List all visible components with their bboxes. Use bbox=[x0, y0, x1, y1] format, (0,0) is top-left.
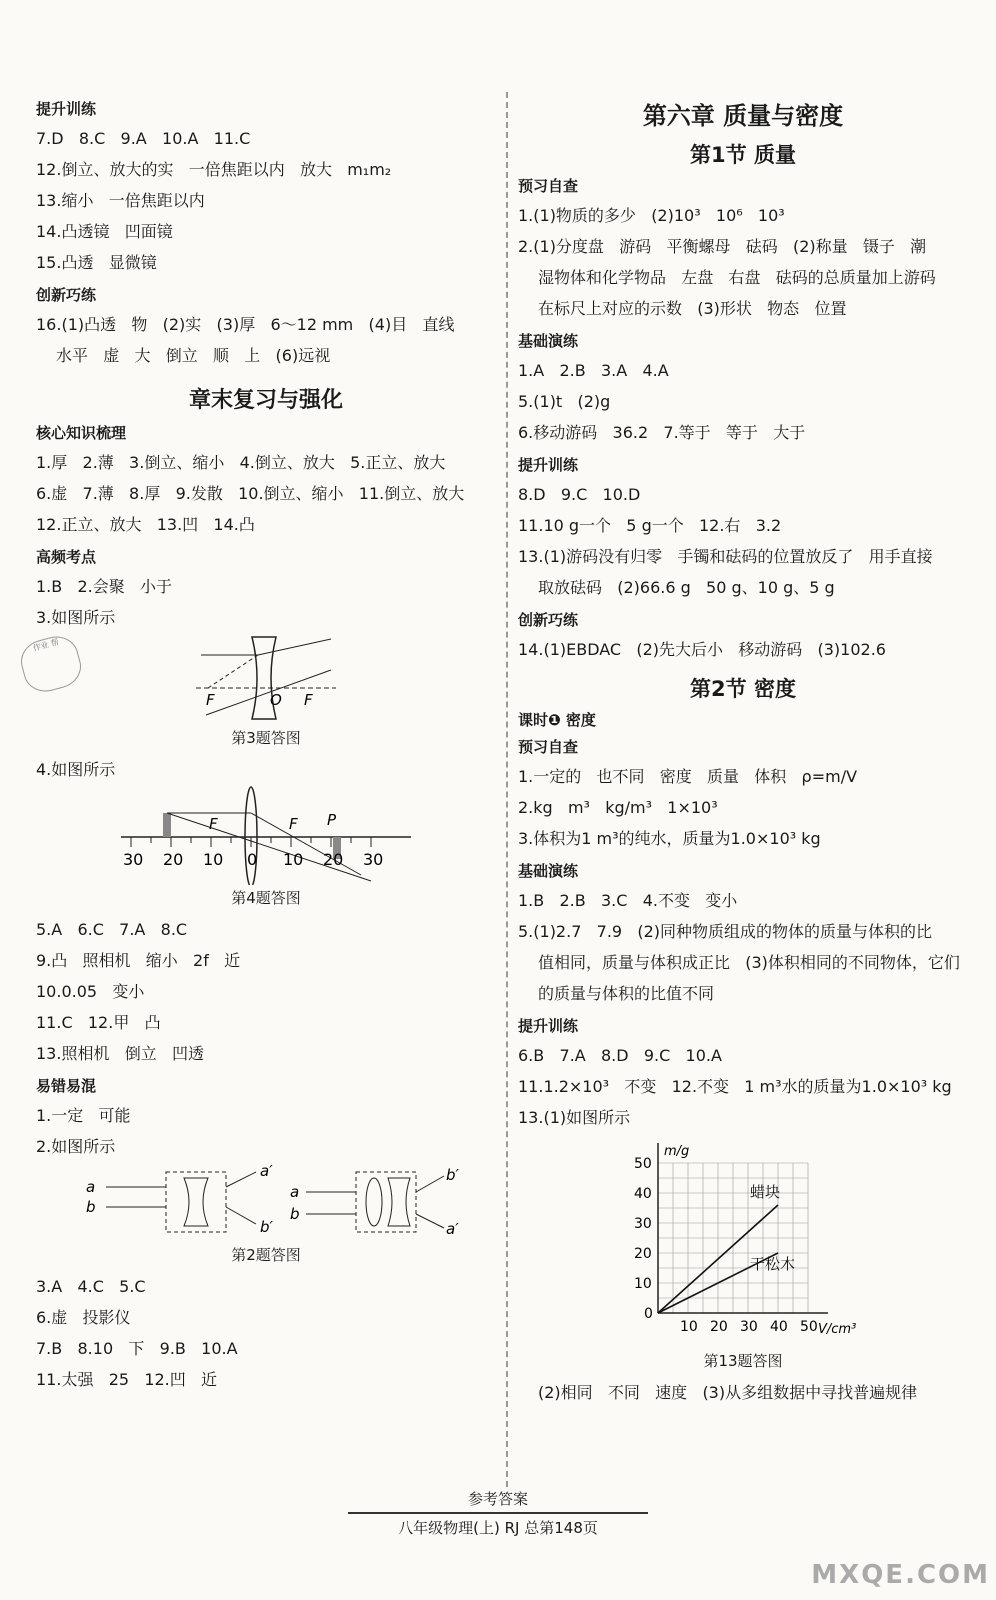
figure-caption: 第2题答图 bbox=[231, 1246, 301, 1264]
answer-line: 10.0.05 变小 bbox=[36, 982, 145, 1001]
right-column bbox=[518, 92, 968, 1408]
answer-line: 3.体积为1 m³的纯水，质量为1.0×10³ kg bbox=[518, 829, 821, 848]
lens-box bbox=[356, 1172, 416, 1232]
y-tick-label: 10 bbox=[634, 1276, 652, 1292]
answer-line: 6.虚 7.薄 8.厚 9.发散 10.倒立、缩小 11.倒立、放大 bbox=[36, 484, 465, 503]
answer-line: 的质量与体积的比值不同 bbox=[538, 984, 715, 1003]
section-heading: 提升训练 bbox=[36, 100, 97, 118]
answer-list bbox=[518, 479, 968, 603]
figure-caption: 第4题答图 bbox=[231, 889, 301, 907]
section-heading: 基础演练 bbox=[518, 862, 579, 880]
tick-label: 10 bbox=[283, 850, 304, 869]
answer-line: 5.(1)2.7 7.9 (2)同种物质组成的物体的质量与体积的比 bbox=[518, 922, 933, 941]
convex-lens bbox=[245, 787, 257, 885]
answer-list bbox=[518, 634, 968, 665]
column-divider bbox=[506, 92, 508, 1487]
section-heading: 提升训练 bbox=[518, 456, 579, 474]
ray-label: b′ bbox=[446, 1166, 459, 1184]
footer-rule bbox=[348, 1512, 648, 1514]
x-axis-label: V/cm³ bbox=[818, 1322, 857, 1337]
answer-line: 4.如图所示 bbox=[36, 760, 116, 779]
section-heading: 高频考点 bbox=[36, 548, 97, 566]
answer-line: 1.A 2.B 3.A 4.A bbox=[518, 361, 669, 380]
answer-list bbox=[36, 309, 496, 371]
section-heading: 预习自查 bbox=[518, 177, 579, 195]
answer-line: 8.D 9.C 10.D bbox=[518, 485, 641, 504]
y-tick-label: 20 bbox=[634, 1246, 652, 1262]
y-tick-label: 0 bbox=[644, 1306, 653, 1322]
answer-line: 6.移动游码 36.2 7.等于 等于 大于 bbox=[518, 423, 806, 442]
ray-line bbox=[258, 639, 331, 655]
focus-label: F bbox=[289, 815, 298, 833]
answer-line: 12.正立、放大 13.凹 14.凸 bbox=[36, 515, 255, 534]
answer-line: 14.(1)EBDAC (2)先大后小 移动游码 (3)102.6 bbox=[518, 640, 886, 659]
answer-line: 16.(1)凸透 物 (2)实 (3)厚 6～12 mm (4)目 直线 bbox=[36, 315, 455, 334]
answer-line: 2.如图所示 bbox=[36, 1137, 116, 1156]
answer-line: 1.(1)物质的多少 (2)10³ 10⁶ 10³ bbox=[518, 206, 785, 225]
section-heading: 基础演练 bbox=[518, 332, 579, 350]
ray-label: b bbox=[290, 1205, 300, 1223]
figure-4-convex-lens-ruler bbox=[111, 785, 421, 885]
ray-label: a′ bbox=[446, 1220, 459, 1238]
y-tick-label: 50 bbox=[634, 1156, 652, 1172]
tick-label: 20 bbox=[323, 850, 344, 869]
answer-line: 9.凸 照相机 缩小 2f 近 bbox=[36, 951, 241, 970]
answer-line: 13.照相机 倒立 凹透 bbox=[36, 1044, 204, 1063]
answer-line: 13.(1)如图所示 bbox=[518, 1108, 631, 1127]
ray-extension bbox=[208, 655, 258, 688]
answer-line: 12.倒立、放大的实 一倍焦距以内 放大 m₁m₂ bbox=[36, 160, 392, 179]
x-tick-label: 40 bbox=[770, 1319, 788, 1335]
ray-line bbox=[226, 1207, 256, 1224]
answer-line: 11.10 g一个 5 g一个 12.右 3.2 bbox=[518, 516, 782, 535]
series-label: 干松木 bbox=[750, 1255, 796, 1273]
answer-line: 14.凸透镜 凹面镜 bbox=[36, 222, 173, 241]
answer-line: 7.B 8.10 下 9.B 10.A bbox=[36, 1339, 238, 1358]
section-heading: 创新巧练 bbox=[36, 286, 97, 304]
answer-line: 7.D 8.C 9.A 10.A 11.C bbox=[36, 129, 251, 148]
convex-lens bbox=[366, 1178, 382, 1226]
concave-lens bbox=[388, 1178, 410, 1226]
y-axis-label: m/g bbox=[664, 1144, 690, 1159]
answer-list bbox=[518, 1040, 968, 1133]
ray-line bbox=[226, 1172, 256, 1187]
lesson-heading: 课时❶ 密度 bbox=[518, 711, 596, 729]
page-footer bbox=[0, 1488, 996, 1538]
ray-line bbox=[416, 1214, 444, 1228]
review-title: 章末复习与强化 bbox=[188, 388, 343, 413]
answer-line: 1.一定 可能 bbox=[36, 1106, 131, 1125]
answer-line: 湿物体和化学物品 左盘 右盘 砝码的总质量加上游码 bbox=[538, 268, 936, 287]
optical-center-label: O bbox=[270, 691, 282, 709]
footer-label: 参考答案 bbox=[467, 1490, 528, 1508]
answer-list bbox=[36, 1100, 496, 1162]
figure-caption: 第3题答图 bbox=[231, 729, 301, 747]
answer-list bbox=[36, 914, 496, 1069]
section-heading: 预习自查 bbox=[518, 738, 579, 756]
answer-line: 取放砝码 (2)66.6 g 50 g、10 g、5 g bbox=[538, 578, 835, 597]
answer-line: 11.1.2×10³ 不变 12.不变 1 m³水的质量为1.0×10³ kg bbox=[518, 1077, 952, 1096]
x-tick-label: 50 bbox=[800, 1319, 818, 1335]
ray-label: a bbox=[290, 1183, 300, 1201]
y-tick-label: 40 bbox=[634, 1186, 652, 1202]
x-tick-label: 30 bbox=[740, 1319, 758, 1335]
series-label: 蜡块 bbox=[750, 1183, 781, 1201]
stamp-text: 作业 帮 bbox=[31, 637, 60, 653]
x-tick-label: 20 bbox=[710, 1319, 728, 1335]
answer-line: 3.如图所示 bbox=[36, 608, 116, 627]
answer-list bbox=[518, 885, 968, 1009]
x-tick-label: 10 bbox=[680, 1319, 698, 1335]
chapter-title: 第六章 质量与密度 bbox=[642, 102, 844, 130]
ray-label: b bbox=[86, 1198, 96, 1216]
y-tick-label: 30 bbox=[634, 1216, 652, 1232]
answer-line: 1.B 2.B 3.C 4.不变 变小 bbox=[518, 891, 738, 910]
answer-list bbox=[36, 123, 496, 278]
answer-line: 6.虚 投影仪 bbox=[36, 1308, 131, 1327]
object-arrow bbox=[163, 813, 171, 837]
concave-lens bbox=[184, 1178, 208, 1226]
section-heading: 提升训练 bbox=[518, 1017, 579, 1035]
tick-label: 10 bbox=[203, 850, 224, 869]
ray-line bbox=[416, 1176, 444, 1192]
tick-label: 0 bbox=[247, 850, 258, 869]
answer-line: 13.(1)游码没有归零 手镯和砝码的位置放反了 用手直接 bbox=[518, 547, 933, 566]
answer-line: 11.太强 25 12.凹 近 bbox=[36, 1370, 218, 1389]
answer-line: 6.B 7.A 8.D 9.C 10.A bbox=[518, 1046, 722, 1065]
answer-line: (2)相同 不同 速度 (3)从多组数据中寻找普遍规律 bbox=[538, 1383, 918, 1402]
left-column bbox=[36, 92, 496, 1395]
figure-2-lens-boxes bbox=[66, 1162, 466, 1242]
section-heading: 创新巧练 bbox=[518, 611, 579, 629]
focus-label: F bbox=[304, 691, 313, 709]
answer-line: 13.缩小 一倍焦距以内 bbox=[36, 191, 205, 210]
answer-line: 15.凸透 显微镜 bbox=[36, 253, 157, 272]
answer-list bbox=[36, 1271, 496, 1395]
point-label: P bbox=[327, 811, 337, 829]
answer-list bbox=[36, 447, 496, 540]
answer-line: 水平 虚 大 倒立 顺 上 (6)远视 bbox=[56, 346, 331, 365]
answer-line: 5.(1)t (2)g bbox=[518, 392, 611, 411]
section-heading: 易错易混 bbox=[36, 1077, 97, 1095]
answer-line: 1.厚 2.薄 3.倒立、缩小 4.倒立、放大 5.正立、放大 bbox=[36, 453, 446, 472]
answer-line: 2.(1)分度盘 游码 平衡螺母 砝码 (2)称量 镊子 潮 bbox=[518, 237, 927, 256]
section-title: 第1节 质量 bbox=[690, 143, 796, 167]
answer-list bbox=[36, 571, 496, 633]
answer-list bbox=[518, 761, 968, 854]
footer-info: 八年级物理(上) RJ 总第148页 bbox=[398, 1519, 598, 1537]
figure-3-concave-lens bbox=[186, 633, 346, 725]
section-heading: 核心知识梳理 bbox=[36, 424, 127, 442]
tick-label: 20 bbox=[163, 850, 184, 869]
lens-box bbox=[166, 1172, 226, 1232]
tick-label: 30 bbox=[123, 850, 144, 869]
watermark: MXQE.COM bbox=[811, 1560, 990, 1590]
answer-line: 5.A 6.C 7.A 8.C bbox=[36, 920, 188, 939]
answer-line: 1.B 2.会聚 小于 bbox=[36, 577, 173, 596]
focus-label: F bbox=[206, 691, 215, 709]
section-title: 第2节 密度 bbox=[690, 677, 796, 701]
answer-list bbox=[518, 355, 968, 448]
focus-label: F bbox=[209, 815, 218, 833]
ray-label: a′ bbox=[260, 1162, 273, 1180]
ray-line bbox=[251, 813, 361, 875]
ray-label: a bbox=[86, 1178, 96, 1196]
answer-list bbox=[518, 200, 968, 324]
mass-volume-chart bbox=[613, 1133, 873, 1348]
answer-line: 1.一定的 也不同 密度 质量 体积 ρ=m/V bbox=[518, 767, 858, 786]
ray-label: b′ bbox=[260, 1218, 273, 1236]
answer-line: 在标尺上对应的示数 (3)形状 物态 位置 bbox=[538, 299, 847, 318]
answer-line: 值相同，质量与体积成正比 (3)体积相同的不同物体，它们 bbox=[538, 953, 960, 972]
figure-caption: 第13题答图 bbox=[703, 1352, 783, 1370]
answer-line: 2.kg m³ kg/m³ 1×10³ bbox=[518, 798, 718, 817]
answer-line: 3.A 4.C 5.C bbox=[36, 1277, 146, 1296]
answer-line: 11.C 12.甲 凸 bbox=[36, 1013, 161, 1032]
tick-label: 30 bbox=[363, 850, 384, 869]
